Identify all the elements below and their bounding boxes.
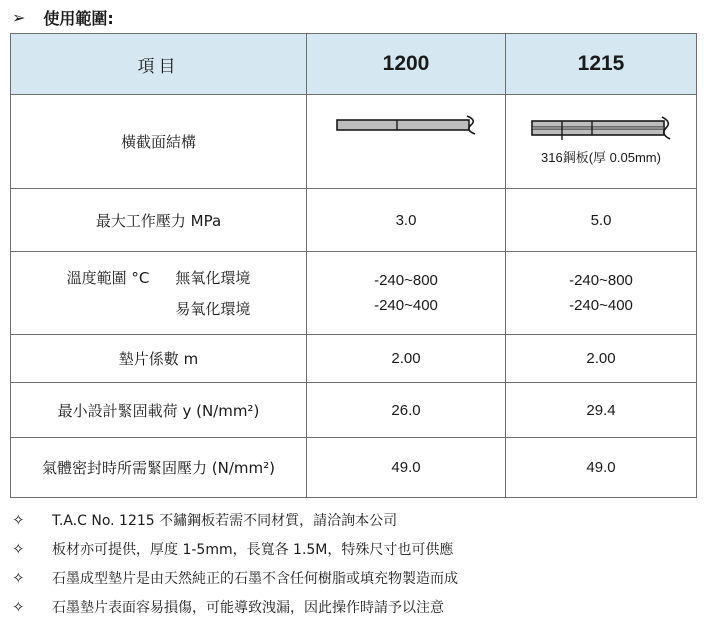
list-item xyxy=(12,505,702,534)
diamond-bullet-icon: ✧ xyxy=(12,568,25,587)
header-item: 項目 xyxy=(11,34,307,95)
arrow-bullet-icon: ➢ xyxy=(12,7,26,27)
note-text: 板材亦可提供，厚度 1-5mm，長寬各 1.5M，特殊尺寸也可供應 xyxy=(52,541,454,558)
temperature-label: 溫度範圍 °C xyxy=(66,269,150,287)
cross-section-1215-diagram xyxy=(526,115,676,141)
section-title: 使用範圍: xyxy=(43,8,114,28)
gas-seal-1200: 49.0 xyxy=(307,438,506,498)
gasket-factor-1200: 2.00 xyxy=(307,335,506,383)
max-pressure-1215: 5.0 xyxy=(506,189,697,252)
temperature-1215-cond-2: -240~400 xyxy=(569,297,633,314)
table-header-row xyxy=(11,34,697,95)
table-row-temperature xyxy=(11,252,697,335)
min-seating-1200: 26.0 xyxy=(307,383,506,438)
temperature-cond-2: 易氧化環境 xyxy=(175,300,251,318)
max-pressure-label: 最大工作壓力 MPa xyxy=(11,189,307,252)
temperature-label-cell xyxy=(11,252,307,335)
diamond-bullet-icon: ✧ xyxy=(12,597,25,616)
table-row-min-seating xyxy=(11,383,697,438)
spec-table xyxy=(10,33,697,498)
list-item xyxy=(12,534,702,563)
table-row-gasket-factor xyxy=(11,335,697,383)
gasket-factor-label: 墊片係數 m xyxy=(11,335,307,383)
min-seating-1215: 29.4 xyxy=(506,383,697,438)
header-1200: 1200 xyxy=(307,34,506,95)
table-row-cross-section xyxy=(11,95,697,189)
cross-section-label: 橫截面結構 xyxy=(11,95,307,189)
table-row-gas-seal xyxy=(11,438,697,498)
gas-seal-label: 氣體密封時所需緊固壓力 (N/mm²) xyxy=(11,438,307,498)
table-row-max-pressure xyxy=(11,189,697,252)
temperature-1200-cond-2: -240~400 xyxy=(374,297,438,314)
gasket-factor-1215: 2.00 xyxy=(506,335,697,383)
note-text: 石墨墊片表面容易損傷，可能導致洩漏，因此操作時請予以注意 xyxy=(52,599,444,616)
diamond-bullet-icon: ✧ xyxy=(12,510,25,529)
cross-section-1200 xyxy=(307,95,506,189)
section-heading xyxy=(12,6,114,28)
temperature-1215 xyxy=(506,252,697,335)
header-1215: 1215 xyxy=(506,34,697,95)
note-text: T.A.C No. 1215 不鏽鋼板若需不同材質，請洽詢本公司 xyxy=(52,512,398,529)
min-seating-label: 最小設計緊固載荷 y (N/mm²) xyxy=(11,383,307,438)
list-item xyxy=(12,592,702,621)
max-pressure-1200: 3.0 xyxy=(307,189,506,252)
temperature-cond-1: 無氧化環境 xyxy=(175,269,251,287)
gas-seal-1215: 49.0 xyxy=(506,438,697,498)
note-text: 石墨成型墊片是由天然純正的石墨不含任何樹脂或填充物製造而成 xyxy=(52,570,458,587)
temperature-1215-cond-1: -240~800 xyxy=(569,272,633,289)
cross-section-1215 xyxy=(506,95,697,189)
notes-list xyxy=(12,505,702,621)
temperature-1200-cond-1: -240~800 xyxy=(374,272,438,289)
steel-plate-caption: 316鋼板(厚 0.05mm) xyxy=(541,150,661,165)
diamond-bullet-icon: ✧ xyxy=(12,539,25,558)
temperature-1200 xyxy=(307,252,506,335)
cross-section-1200-diagram xyxy=(331,112,481,138)
list-item xyxy=(12,563,702,592)
